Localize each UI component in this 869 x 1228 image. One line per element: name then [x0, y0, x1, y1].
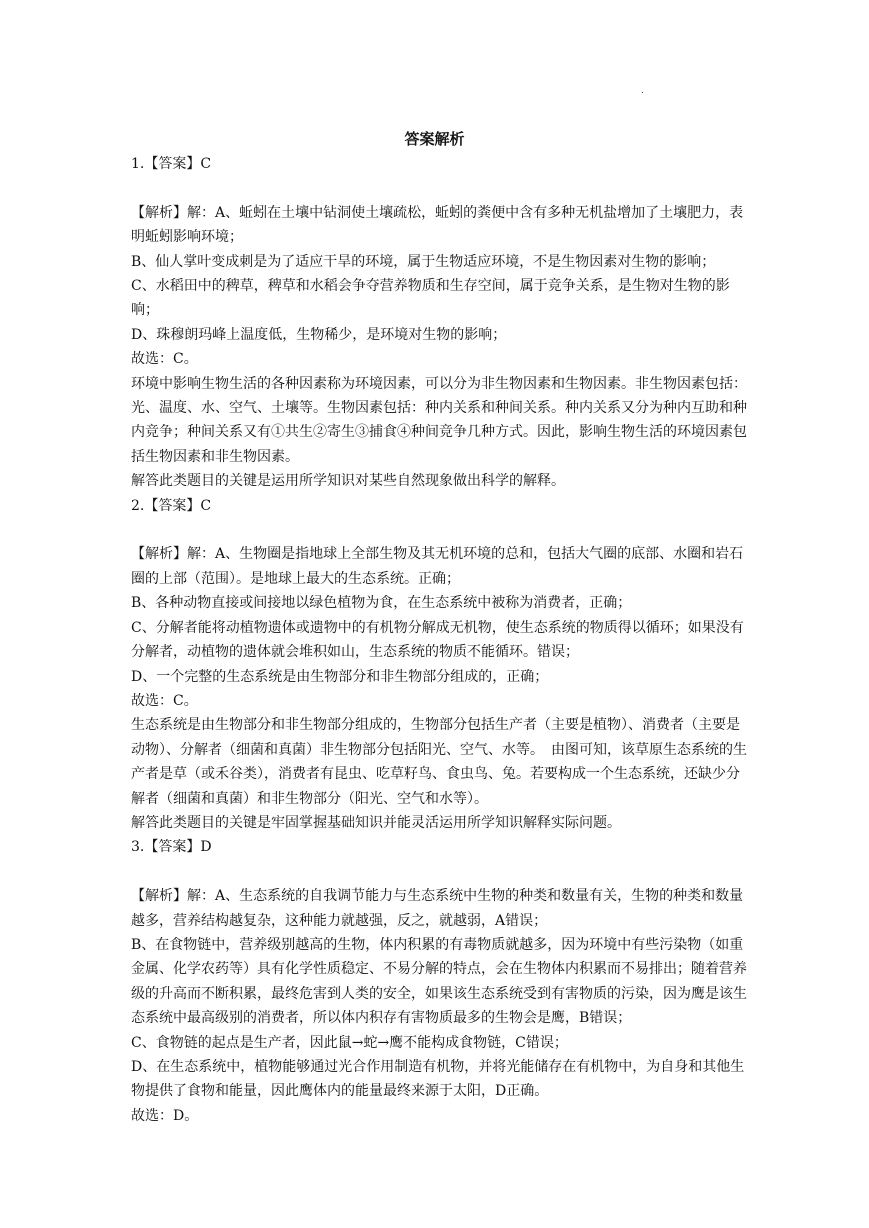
analysis-paragraph: B、各种动物直接或间接地以绿色植物为食，在生态系统中被称为消费者，正确；: [131, 595, 632, 612]
analysis-paragraph: 解答此类题目的关键是运用所学知识对某些自然现象做出科学的解释。: [131, 473, 565, 490]
answer-content: [131, 152, 753, 1128]
analysis-paragraph: 生态系统是由生物部分和非生物部分组成的，生物部分包括生产者（主要是植物）、消费者（主要是动物）、分解者（细菌和真菌）非生物部分包括阳光、空气、水等。 由图可知，该草原生态系统的生产者是草（或禾谷类），消费者有昆虫、吃草籽鸟、食虫鸟、兔。若要构成一个生态系统，还缺少分解者（细菌和真菌）和非生物部分（阳光、空气和水等）。: [131, 717, 747, 807]
analysis-paragraph: 故选：C。: [131, 351, 198, 368]
analysis-paragraph: 解答此类题目的关键是牢固掌握基础知识并能灵活运用所学知识解释实际问题。: [131, 814, 621, 831]
blank-line: [131, 518, 753, 542]
answer-line: 3.【答案】D: [131, 839, 212, 856]
analysis-paragraph: D、一个完整的生态系统是由生物部分和非生物部分组成的，正确；: [131, 668, 549, 685]
page-title: 答案解析: [404, 130, 465, 148]
analysis-paragraph: 【解析】解：A、生态系统的自我调节能力与生态系统中生物的种类和数量有关，生物的种类和数量越多，营养结构越复杂，这种能力就越强，反之，就越弱，A错误；: [131, 888, 744, 929]
analysis-paragraph: B、仙人掌叶变成刺是为了适应干旱的环境，属于生物适应环境，不是生物因素对生物的影响；: [131, 253, 716, 270]
analysis-paragraph: C、分解者能将动植物遗体或遗物中的有机物分解成无机物，使生态系统的物质得以循环；如果没有分解者，动植物的遗体就会堆积如山，生态系统的物质不能循环。错误；: [131, 619, 744, 661]
answer-line: 2.【答案】C: [131, 497, 212, 514]
analysis-paragraph: 【解析】解：A、生物圈是指地球上全部生物及其无机环境的总和，包括大气圈的底部、水圈和岩石圈的上部（范围）。是地球上最大的生态系统。正确；: [131, 546, 744, 587]
analysis-paragraph: 环境中影响生物生活的各种因素称为环境因素，可以分为非生物因素和生物因素。非生物因素包括：光、温度、水、空气、土壤等。生物因素包括：种内关系和种间关系。种内关系又分为种内互助和种内竞争；种间关系又有①共生②寄生③捕食④种间竞争几种方式。因此，影响生物生活的环境因素包括生物因素和非生物因素。: [131, 375, 747, 465]
blank-line: [131, 176, 753, 200]
analysis-paragraph: 【解析】解：A、蚯蚓在土壤中钻洞使土壤疏松，蚯蚓的粪便中含有多种无机盐增加了土壤肥力，表明蚯蚓影响环境；: [131, 204, 744, 246]
analysis-paragraph: B、在食物链中，营养级别越高的生物，体内积累的有毒物质就越多，因为环境中有些污染物（如重金属、化学农药等）具有化学性质稳定、不易分解的特点，会在生物体内积累而不易排出；随着营养级的升高而不断积累，最终危害到人类的安全，如果该生态系统受到有害物质的污染，因为鹰是该生态系统中最高级别的消费者，所以体内积存有害物质最多的生物会是鹰，B错误；: [131, 936, 747, 1027]
analysis-paragraph: C、水稻田中的稗草，稗草和水稻会争夺营养物质和生存空间，属于竞争关系，是生物对生物的影响；: [131, 278, 730, 319]
blank-line: [131, 860, 753, 884]
analysis-paragraph: D、在生态系统中，植物能够通过光合作用制造有机物，并将光能储存在有机物中，为自身和其他生物提供了食物和能量，因此鹰体内的能量最终来源于太阳，D正确。: [131, 1058, 745, 1100]
analysis-paragraph: C、食物链的起点是生产者，因此鼠→蛇→鹰不能构成食物链，C错误；: [131, 1034, 568, 1051]
header-dot: .: [641, 86, 644, 96]
analysis-paragraph: 故选：C。: [131, 692, 198, 709]
answer-line: 1.【答案】C: [131, 156, 212, 172]
analysis-paragraph: 故选：D。: [131, 1107, 199, 1124]
analysis-paragraph: D、珠穆朗玛峰上温度低，生物稀少，是环境对生物的影响；: [131, 326, 507, 343]
